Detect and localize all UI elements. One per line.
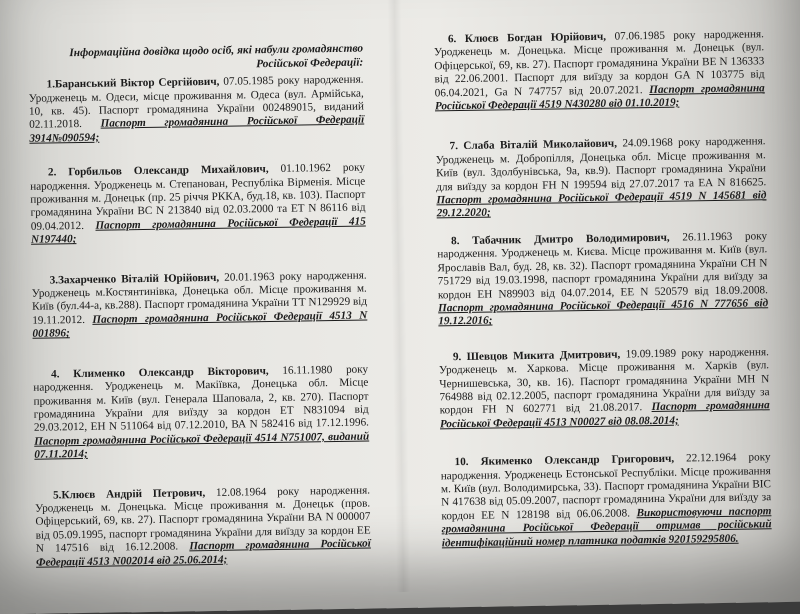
person-name: Клюєв Андрій Петрович, xyxy=(61,486,206,501)
person-details: 07.06.1985 року народження. Уродженець м. Донецька. Місце проживання м. Донецьк (вул. Офіцерської, 69, кв. 27). Паспорт громадянина України ВЕ N 136333 від 22.06.2001. Паспорт для виїзду за кордон GA N 103775 від 06.04.2021, Ga N 747757 від 20.07.2021. xyxy=(434,28,765,100)
person-entry: 9. Шевцов Микита Дмитрович, 19.09.1989 року народження. Уродженець м. Харкова. Місце проживання м. Харків (вул. Чернишевська, 30, кв. 16). Паспорт громадянина України МН N 764988 від 02.12.2005, паспорт громадянина України для виїзду за кордон FH N 602771 від 21.08.2017. Паспорт громадянина Російської Федерації 4513 N00027 від 08.08.2014; xyxy=(439,345,770,431)
russian-passport: Паспорт громадянина Російської Федерації 4514 N751007, виданий 07.11.2014; xyxy=(34,430,370,461)
person-details: 24.09.1968 року народження. Уродженець м. Добропілля, Донецька обл. Місце проживання м. Київ (вул. Здолбунівська, 9а, кв.9). Паспорт громадянина України для виїзду за кордон FH N 199594 від 27.07.2017 та ЕА N 816625. xyxy=(435,135,767,194)
person-entry: 2. Горбильов Олександр Михайлович, 01.10.1962 року народження. Уродженець м. Степанован, Республіка Вірменія. Місце проживання м. Донецьк (пр. 25 річчя РККА, буд.18, кв. 103). Паспорт громадянина України ВС N 213840 від 02.03.2000 та ЕТ N 86116 від 09.04.2012. Паспорт громадянина Російської Федерації 415 N197440; xyxy=(30,161,366,247)
person-details: 20.01.1963 року народження. Уродженець м.Костянтинівка, Донецька обл. Місце проживання м. Київ (бул.44-а, кв.288). Паспорт громадянина України ТТ N129929 від 19.11.2012. xyxy=(31,269,368,327)
russian-passport: Використовуючи паспорт громадянина Російської Федерації отримав російський ідентифікаційний номер платника податків 920159295806. xyxy=(441,504,772,549)
person-name: Якименко Олександр Григорович, xyxy=(480,452,675,468)
person-details: 16.11.1980 року народження. Уродженець м. Макіївка, Донецька обл. Місце проживання м. Київ (вул. Генерала Шаповала, 2, кв. 270). Паспорт громадянина України для виїзду за кордон ЕТ N831094 від 29.03.2012, ЕН N 511064 від 07.12.2010, ВА N 582416 від 17.12.1996. xyxy=(33,363,370,435)
person-name: Табачник Дмитро Володимирович, xyxy=(472,231,670,247)
person-name: Слаба Віталій Миколайович, xyxy=(463,138,618,153)
person-entry: 7. Слаба Віталій Миколайович, 24.09.1968 року народження. Уродженець м. Добропілля, Донецька обл. Місце проживання м. Київ (вул. Здолбунівська, 9а, кв.9). Паспорт громадянина України для виїзду за кордон FH N 199594 від 27.07.2017 та ЕА N 816625. Паспорт громадянина Російської Федерації 4519 N 145681 від 29.12.2020; xyxy=(435,135,767,220)
person-name: Клименко Олександр Вікторович, xyxy=(73,364,269,380)
person-details: 12.08.1964 року народження. Уродженець м. Донецька. Місце проживання м. Донецьк (пров. Офіцерський, 69, кв. 27). Паспорт громадянина України ВА N 000007 від 05.09.1995, паспорт громадянина України для виїзду за кордон ЕЕ N 147516 від 16.12.2008. xyxy=(35,484,371,555)
person-entry: 5.Клюєв Андрій Петрович, 12.08.1964 року народження. Уродженець м. Донецька. Місце проживання м. Донецьк (пров. Офіцерський, 69, кв. 27). Паспорт громадянина України ВА N 000007 від 05.09.1995, паспорт громадянина України для виїзду за кордон ЕЕ N 147516 від 16.12.2008. Паспорт громадянина Російської Федерації 4513 N002014 від 25.06.2014; xyxy=(35,484,371,569)
person-name: Клюєв Богдан Юрійович, xyxy=(464,30,607,45)
person-name: Баранський Віктор Сергійович, xyxy=(54,75,220,91)
person-entry: 3.Захарченко Віталій Юрійович, 20.01.1963 року народження. Уродженець м.Костянтинівка, Донецька обл. Місце проживання м. Київ (бул.44-а, кв.288). Паспорт громадянина України ТТ N129929 від 19.11.2012. Паспорт громадянина Російської Федерації 4513 N 001896; xyxy=(31,269,368,341)
person-name: Захарченко Віталій Юрійович, xyxy=(57,271,220,287)
person-entry: 10. Якименко Олександр Григорович, 22.12.1964 року народження. Уродженець Естонської Республіки. Місце проживання м. Київ (вул. Володимирська, 33). Паспорт громадянина України ВІС N 417638 від 05.09.2007, паспорт громадянина України для виїзду за кордон ЕЕ N 128198 від 06.06.2008. Використовуючи паспорт громадянина Російської Федерації отримав російський ідентифікаційний номер платника податків 920159295806. xyxy=(440,451,772,549)
person-details: 07.05.1985 року народження. Уродженець м. Одеси, місце проживання м. Одеса (вул. Армійська, 10, кв. 45). Паспорт громадянина України 002489015, виданий 02.11.2018. xyxy=(28,73,365,132)
left-column xyxy=(28,43,371,570)
russian-passport: Паспорт громадянина Російської Федерації 4519 N 145681 від 29.12.2020; xyxy=(436,189,767,220)
right-column xyxy=(434,28,772,550)
document-heading: Інформаційна довідка щодо осіб, які набули громадянство Російської Федерації: xyxy=(69,42,364,70)
russian-passport: Паспорт громадянина Російської Федерації 4513 N 001896; xyxy=(32,309,368,341)
person-details: 01.10.1962 року народження. Уродженець м. Степанован, Республіка Вірменія. Місце проживання м. Донецьк (пр. 25 річчя РККА, буд.18, кв. 103). Паспорт громадянина України ВС N 213840 від 02.03.2000 та ЕТ N 86116 від 09.04.2012. xyxy=(30,161,366,233)
person-entry: 8. Табачник Дмитро Володимирович, 26.11.1963 року народження. Уродженець м. Києва. Місце проживання м. Київ (вул. Ярославів Вал, буд. 28, кв. 32). Паспорт громадянина України СН N 751729 від 19.03.1998, паспорт громадянина України для виїзду за кордон ЕН N89903 від 04.07.2014, ЕЕ N 520579 від 18.09.2008. Паспорт громадянина Російської Федерації 4516 N 777656 від 19.12.2016; xyxy=(437,230,769,328)
russian-passport: Паспорт громадянина Російської Федерації 415 N197440; xyxy=(30,215,366,247)
person-name: Шевцов Микита Дмитрович, xyxy=(466,348,621,363)
russian-passport: Паспорт громадянина Російської Федерації 3914№090594; xyxy=(29,113,365,145)
russian-passport: Паспорт громадянина Російської Федерації 4513 N00027 від 08.08.2014; xyxy=(439,399,770,431)
page-fold xyxy=(387,0,410,592)
person-details: 26.11.1963 року народження. Уродженець м. Києва. Місце проживання м. Київ (вул. Ярославів Вал, буд. 28, кв. 32). Паспорт громадянина України СН N 751729 від 19.03.1998, паспорт громадянина України для виїзду за кордон ЕН N89903 від 04.07.2014, ЕЕ N 520579 від 18.09.2008. xyxy=(437,230,768,301)
person-details: 19.09.1989 року народження. Уродженець м. Харкова. Місце проживання м. Харків (вул. Чернишевська, 30, кв. 16). Паспорт громадянина України МН N 764988 від 02.12.2005, паспорт громадянина України для виїзду за кордон FH N 602771 від 21.08.2017. xyxy=(439,345,770,417)
person-entry: 6. Клюєв Богдан Юрійович, 07.06.1985 року народження. Уродженець м. Донецька. Місце проживання м. Донецьк (вул. Офіцерської, 69, кв. 27). Паспорт громадянина України ВЕ N 136333 від 22.06.2001. Паспорт для виїзду за кордон GA N 103775 від 06.04.2021, Ga N 747757 від 20.07.2021. Паспорт громадянина Російської Федерації 4519 N430280 від 01.10.2019; xyxy=(434,28,765,113)
person-entry: 1.Баранський Віктор Сергійович, 07.05.1985 року народження. Уродженець м. Одеси, місце проживання м. Одеса (вул. Армійська, 10, кв. 45). Паспорт громадянина України 002489015, виданий 02.11.2018. Паспорт громадянина Російської Федерації 3914№090594; xyxy=(28,73,365,145)
person-entry: 4. Клименко Олександр Вікторович, 16.11.1980 року народження. Уродженець м. Макіївка, Донецька обл. Місце проживання м. Київ (вул. Генерала Шаповала, 2, кв. 270). Паспорт громадянина України для виїзду за кордон ЕТ N831094 від 29.03.2012, ЕН N 511064 від 07.12.2010, ВА N 582416 від 17.12.1996. Паспорт громадянина Російської Федерації 4514 N751007, виданий 07.11.2014; xyxy=(33,363,370,461)
russian-passport: Паспорт громадянина Російської Федерації 4519 N430280 від 01.10.2019; xyxy=(434,81,765,113)
person-name: Горбильов Олександр Михайлович, xyxy=(68,163,269,179)
russian-passport: Паспорт громадянина Російської Федерації 4513 N002014 від 25.06.2014; xyxy=(35,537,371,569)
russian-passport: Паспорт громадянина Російської Федерації 4516 N 777656 від 19.12.2016; xyxy=(438,297,769,328)
person-details: 22.12.1964 року народження. Уродженець Естонської Республіки. Місце проживання м. Київ (вул. Володимирська, 33). Паспорт громадянина України ВІС N 417638 від 05.09.2007, паспорт громадянина України для виїзду за кордон ЕЕ N 128198 від 06.06.2008. xyxy=(440,451,772,523)
